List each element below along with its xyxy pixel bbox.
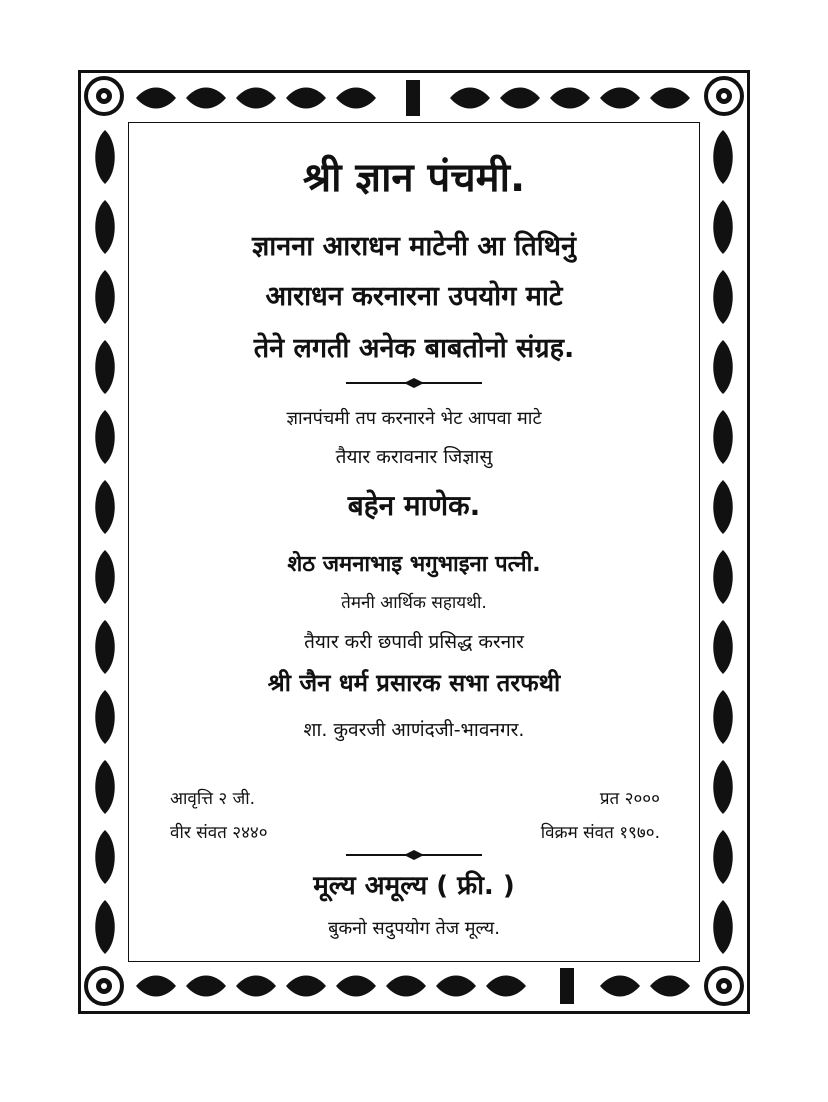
- price-note: बुकनो सदुपयोग तेज मूल्य.: [328, 918, 500, 939]
- intro-line: आराधन करनारना उपयोग माटे: [265, 281, 563, 312]
- author-name: बहेन माणेक.: [347, 489, 481, 522]
- ornamental-divider: [344, 850, 484, 860]
- publisher-name: श्री जैन धर्म प्रसारक सभा तरफथी: [267, 669, 561, 697]
- publisher-person: शा. कुवरजी आणंदजी-भावनगर.: [303, 719, 525, 741]
- price: मूल्य अमूल्य ( फ्री. ): [313, 871, 515, 901]
- corner-rosette-icon: [702, 74, 746, 118]
- intro-line: तेने लगती अनेक बाबतोनो संग्रह.: [253, 333, 575, 364]
- prepared-by-line: तैयार करावनार जिज्ञासु: [335, 446, 493, 468]
- vir-samvat: वीर संवत २४४०: [170, 823, 268, 843]
- copies: प्रत २०००: [599, 789, 660, 809]
- vikram-samvat: विक्रम संवत १९७०.: [540, 823, 660, 843]
- intro-line: ज्ञानना आराधन माटेनी आ तिथिनुं: [251, 231, 576, 262]
- spouse-line: शेठ जमनाभाइ भगुभाइना पत्नी.: [287, 552, 541, 577]
- page-content: [140, 128, 688, 958]
- bottom-ornament-strip: [128, 964, 700, 1008]
- corner-rosette-icon: [82, 964, 126, 1008]
- gift-line: ज्ञानपंचमी तप करनारने भेट आपवा माटे: [286, 408, 542, 429]
- ornamental-divider: [344, 378, 484, 388]
- corner-rosette-icon: [82, 74, 126, 118]
- support-line: तेमनी आर्थिक सहायथी.: [341, 593, 487, 613]
- right-ornament-strip: [702, 122, 744, 962]
- top-ornament-strip: [128, 76, 700, 120]
- edition: आवृत्ति २ जी.: [170, 789, 256, 809]
- left-ornament-strip: [84, 122, 126, 962]
- corner-rosette-icon: [702, 964, 746, 1008]
- publish-line: तैयार करी छपावी प्रसिद्ध करनार: [304, 631, 524, 653]
- page-title: श्री ज्ञान पंचमी.: [302, 155, 526, 201]
